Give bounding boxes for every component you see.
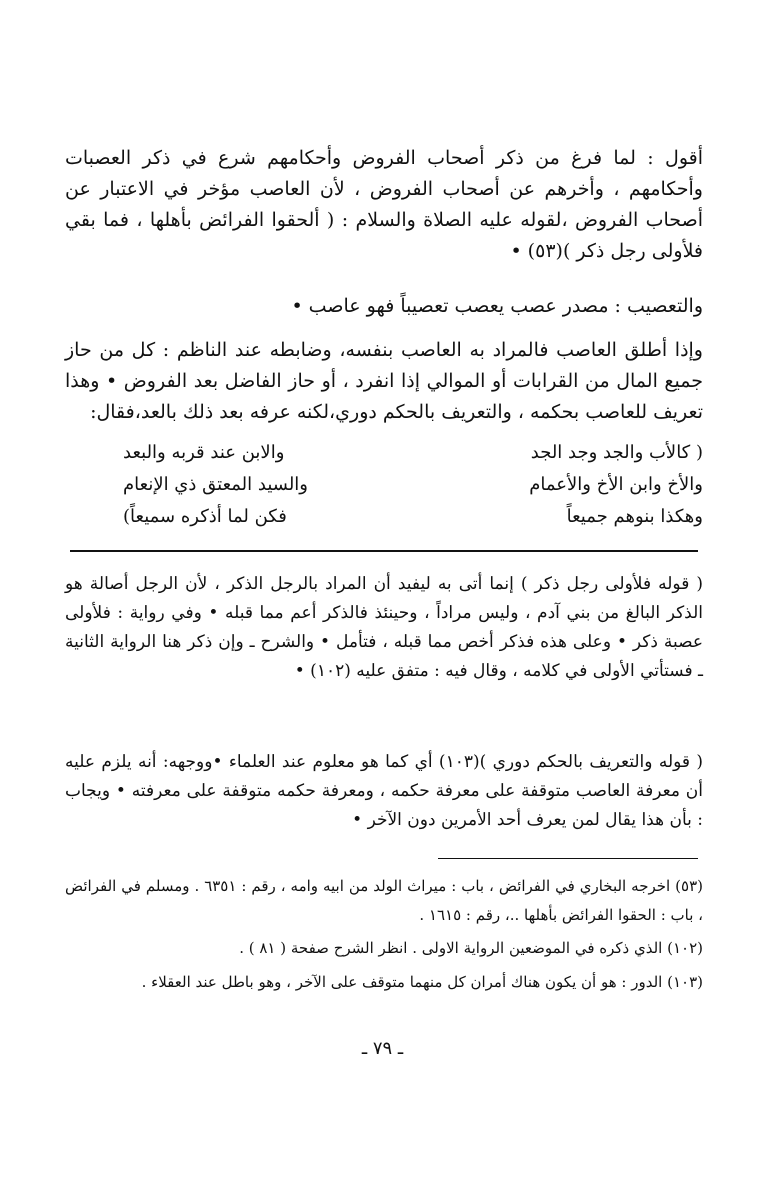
- footnote-divider: [438, 858, 698, 859]
- verse-1-first-hemistich: ( كالأب والجد وجد الجد: [530, 442, 703, 463]
- verse-line-3: [123, 502, 703, 532]
- section-divider: [70, 550, 698, 552]
- footnote-102: (١٠٢) الذي ذكره في الموضعين الرواية الاولى . انظر الشرح صفحة ( ٨١ ) .: [239, 939, 703, 957]
- main-paragraph-2: والتعصيب : مصدر عصب يعصب تعصيباً فهو عاصب •: [291, 295, 703, 317]
- page-number: ـ ٧٩ ـ: [361, 1038, 404, 1059]
- main-paragraph-1: أقول : لما فرغ من ذكر أصحاب الفروض وأحكامهم شرع في ذكر العصبات وأحكامهم ، وأخرهم عن أصحاب الفروض ، لأن العاصب مؤخر في الاعتبار عن أصحاب الفروض ،لقوله عليه الصلاة والسلام : ( ألحقوا الفرائض بأهلها ، فما بقي فلأولى رجل ذكر )(٥٣) •: [65, 147, 703, 262]
- verse-2-second-hemistich: والسيد المعتق ذي الإنعام: [123, 474, 308, 495]
- main-paragraph-3: وإذا أطلق العاصب فالمراد به العاصب بنفسه، وضابطه عند الناظم : كل من حاز جميع المال من القرابات أو الموالي إذا انفرد ، أو حاز الفاضل بعد الفروض • وهذا تعريف للعاصب بحكمه ، والتعريف بالحكم دوري،لكنه عرفه بعد ذلك بالعد،فقال:: [65, 339, 703, 423]
- verse-3-second-hemistich: فكن لما أذكره سميعاً): [123, 506, 287, 527]
- commentary-paragraph-2: ( قوله والتعريف بالحكم دوري )(١٠٣) أي كما هو معلوم عند العلماء •ووجهه: أنه يلزم عليه أن معرفة العاصب متوقفة على معرفة حكمه ، ومعرفة حكمه متوقفة على معرفته • ويجاب : بأن هذا يقال لمن يعرف أحد الأمرين دون الآخر •: [65, 752, 703, 830]
- verse-line-2: [123, 470, 703, 500]
- verse-3-first-hemistich: وهكذا بنوهم جميعاً: [566, 506, 703, 527]
- footnote-53: (٥٣) اخرجه البخاري في الفرائض ، باب : ميراث الولد من ابيه وامه ، رقم : ٦٣٥١ . ومسلم في الفرائض ، باب : الحقوا الفرائض بأهلها ..، رقم : ١٦١٥ .: [65, 877, 703, 924]
- verse-line-1: [123, 438, 703, 468]
- commentary-paragraph-1: ( قوله فلأولى رجل ذكر ) إنما أتى به ليفيد أن المراد بالرجل الذكر ، لأن الرجل أصالة هو الذكر البالغ من بني آدم ، وليس مراداً ، وحينئذ فالذكر أعم مما قبله • وفي رواية : فلأولى عصبة ذكر • وعلى هذه فذكر أخص مما قبله ، فتأمل • والشرح ـ وإن ذكر هنا الرواية الثانية ـ فستأتي الأولى في كلامه ، وقال فيه : متفق عليه (١٠٢) •: [65, 574, 703, 681]
- footnote-103: (١٠٣) الدور : هو أن يكون هناك أمران كل منهما متوقف على الآخر ، وهو باطل عند العقلاء .: [141, 973, 703, 991]
- verse-2-first-hemistich: والأخ وابن الأخ والأعمام: [529, 474, 703, 495]
- verse-1-second-hemistich: والابن عند قربه والبعد: [123, 442, 285, 463]
